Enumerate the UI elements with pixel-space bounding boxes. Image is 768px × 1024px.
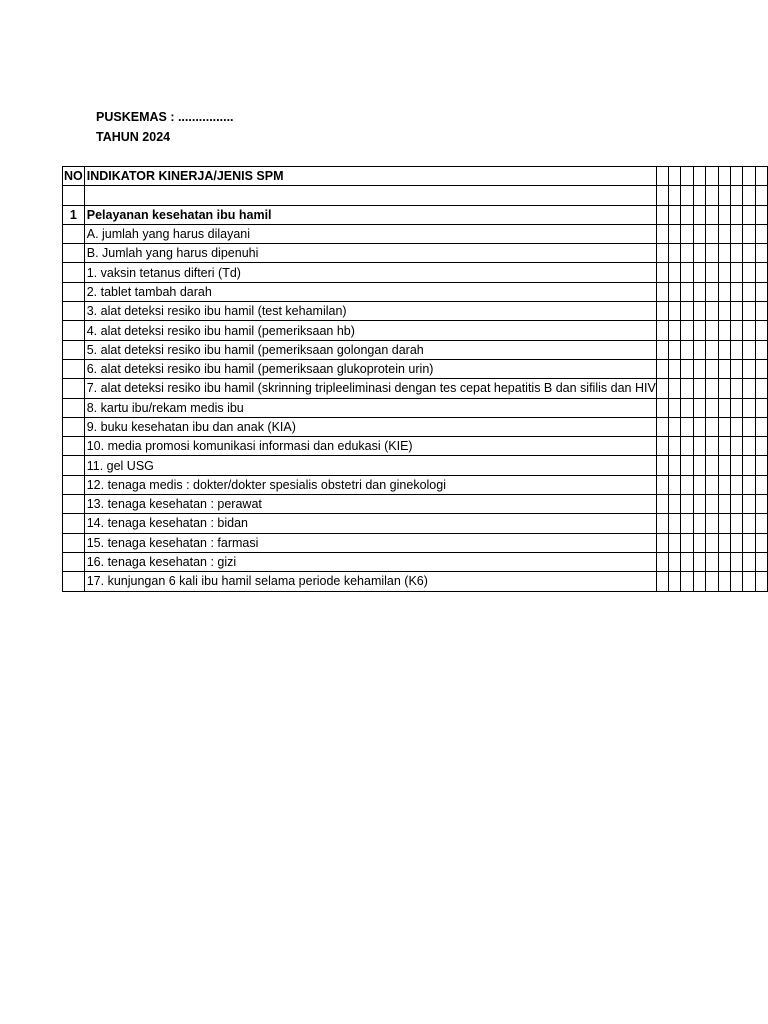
indicator-cell: 5. alat deteksi resiko ibu hamil (pemeriksaan golongan darah [84,340,656,359]
data-cell [706,224,718,243]
data-cell [706,244,718,263]
data-cell [755,456,767,475]
data-cell [718,437,730,456]
section-number: 1 [63,205,85,224]
data-cell [693,495,705,514]
data-cell [730,224,742,243]
data-cell [755,282,767,301]
data-cell [718,359,730,378]
data-cell [693,321,705,340]
data-cell [755,379,767,398]
table-row [63,340,768,359]
data-cell [681,379,693,398]
data-cell [718,340,730,359]
data-cell [63,552,85,571]
col-indikator-header: INDIKATOR KINERJA/JENIS SPM [84,167,656,186]
year-label: TAHUN 2024 [96,130,171,144]
data-cell [681,224,693,243]
data-cell [718,456,730,475]
data-cell [730,514,742,533]
data-cell [63,572,85,591]
table-row [63,321,768,340]
data-cell [706,302,718,321]
data-cell [730,417,742,436]
table-row [63,224,768,243]
data-cell [718,533,730,552]
data-cell [656,514,668,533]
data-cell [656,398,668,417]
spm-table [62,166,768,592]
data-cell [743,437,755,456]
data-cell [706,475,718,494]
table-header-row [63,167,768,186]
data-cell [669,437,681,456]
data-cell [755,437,767,456]
data-cell [743,379,755,398]
data-cell [755,244,767,263]
data-cell [755,572,767,591]
data-cell [743,514,755,533]
data-cell [743,224,755,243]
data-cell [669,244,681,263]
data-cell [669,398,681,417]
data-cell [743,263,755,282]
data-cell [63,475,85,494]
data-cell [63,340,85,359]
table-row [63,456,768,475]
data-cell [743,533,755,552]
data-cell [693,572,705,591]
data-cell [63,379,85,398]
data-cell [706,417,718,436]
data-cell [730,340,742,359]
data-cell [743,495,755,514]
data-cell [681,321,693,340]
table-row [63,475,768,494]
data-cell [706,398,718,417]
data-cell [681,340,693,359]
data-cell [755,340,767,359]
data-cell [63,398,85,417]
data-cell [718,282,730,301]
data-cell [706,321,718,340]
data-cell [706,359,718,378]
data-cell [718,224,730,243]
data-cell [669,379,681,398]
data-cell [669,340,681,359]
data-cell [743,282,755,301]
data-cell [669,572,681,591]
data-cell [718,417,730,436]
data-cell [755,302,767,321]
data-cell [693,244,705,263]
data-cell [755,552,767,571]
data-cell [656,244,668,263]
table-row [63,552,768,571]
data-cell [706,379,718,398]
data-cell [656,340,668,359]
data-cell [681,398,693,417]
indicator-cell: 1. vaksin tetanus difteri (Td) [84,263,656,282]
data-cell [755,514,767,533]
data-cell [755,475,767,494]
data-cell [681,552,693,571]
data-cell [755,398,767,417]
table-row [63,302,768,321]
data-cell [706,533,718,552]
data-cell [755,533,767,552]
section-title: Pelayanan kesehatan ibu hamil [84,205,656,224]
data-cell [693,552,705,571]
data-cell [718,475,730,494]
data-cell [693,398,705,417]
data-cell [693,417,705,436]
indicator-cell: 17. kunjungan 6 kali ibu hamil selama periode kehamilan (K6) [84,572,656,591]
data-cell [669,263,681,282]
data-cell [63,417,85,436]
data-cell [656,437,668,456]
table-row [63,437,768,456]
data-cell [730,359,742,378]
data-cell [755,224,767,243]
data-cell [681,514,693,533]
indicator-cell: 2. tablet tambah darah [84,282,656,301]
puskesmas-label: PUSKEMAS : ................ [96,110,234,124]
data-cell [730,456,742,475]
indicator-cell: 3. alat deteksi resiko ibu hamil (test kehamilan) [84,302,656,321]
data-cell [681,417,693,436]
data-cell [669,456,681,475]
table-row [63,359,768,378]
data-cell [63,282,85,301]
indicator-cell: 11. gel USG [84,456,656,475]
data-cell [669,514,681,533]
data-cell [681,244,693,263]
indicator-cell: 6. alat deteksi resiko ibu hamil (pemeriksaan glukoprotein urin) [84,359,656,378]
data-cell [755,417,767,436]
data-cell [730,552,742,571]
data-cell [656,417,668,436]
indicator-cell: 13. tenaga kesehatan : perawat [84,495,656,514]
data-cell [706,456,718,475]
data-cell [730,302,742,321]
data-cell [706,514,718,533]
data-cell [718,514,730,533]
data-cell [755,263,767,282]
indicator-cell: 12. tenaga medis : dokter/dokter spesialis obstetri dan ginekologi [84,475,656,494]
data-cell [730,379,742,398]
data-cell [669,359,681,378]
data-cell [656,321,668,340]
indicator-cell: 16. tenaga kesehatan : gizi [84,552,656,571]
indicator-cell: A. jumlah yang harus dilayani [84,224,656,243]
data-cell [730,572,742,591]
table-row [63,244,768,263]
data-cell [681,263,693,282]
data-cell [743,398,755,417]
data-cell [656,359,668,378]
data-cell [656,552,668,571]
data-cell [706,552,718,571]
data-cell [63,495,85,514]
data-cell [693,437,705,456]
data-cell [743,244,755,263]
data-cell [743,456,755,475]
data-cell [743,552,755,571]
table-row [63,533,768,552]
data-cell [63,359,85,378]
data-cell [718,263,730,282]
data-cell [63,263,85,282]
data-cell [656,379,668,398]
data-cell [743,572,755,591]
data-cell [656,263,668,282]
data-cell [730,321,742,340]
data-cell [681,475,693,494]
data-cell [755,321,767,340]
data-cell [656,495,668,514]
data-cell [669,495,681,514]
data-cell [730,475,742,494]
col-no-header: NO [63,167,85,186]
data-cell [63,437,85,456]
data-cell [693,224,705,243]
data-cell [730,437,742,456]
data-cell [669,302,681,321]
data-cell [681,495,693,514]
data-cell [755,495,767,514]
data-cell [681,282,693,301]
indicator-cell: 10. media promosi komunikasi informasi dan edukasi (KIE) [84,437,656,456]
data-cell [718,552,730,571]
indicator-cell: 9. buku kesehatan ibu dan anak (KIA) [84,417,656,436]
data-cell [706,282,718,301]
data-cell [669,533,681,552]
data-cell [743,475,755,494]
data-cell [718,495,730,514]
table-row [63,495,768,514]
data-cell [706,437,718,456]
data-cell [669,552,681,571]
data-cell [743,302,755,321]
data-cell [63,244,85,263]
data-cell [743,321,755,340]
data-cell [743,359,755,378]
data-cell [681,456,693,475]
data-cell [693,263,705,282]
data-cell [706,495,718,514]
data-cell [718,572,730,591]
data-cell [743,340,755,359]
data-cell [656,475,668,494]
table-row [63,572,768,591]
indicator-cell: 8. kartu ibu/rekam medis ibu [84,398,656,417]
data-cell [718,379,730,398]
data-cell [730,263,742,282]
data-cell [63,514,85,533]
indicator-cell: 15. tenaga kesehatan : farmasi [84,533,656,552]
data-cell [656,302,668,321]
data-cell [718,302,730,321]
data-cell [669,475,681,494]
section-row [63,205,768,224]
data-cell [63,456,85,475]
indicator-cell: 4. alat deteksi resiko ibu hamil (pemeriksaan hb) [84,321,656,340]
table-row [63,514,768,533]
data-cell [730,398,742,417]
data-cell [681,437,693,456]
data-cell [693,475,705,494]
data-cell [718,398,730,417]
data-cell [656,224,668,243]
data-cell [693,282,705,301]
table-row [63,398,768,417]
data-cell [706,340,718,359]
data-cell [681,533,693,552]
data-cell [681,572,693,591]
data-cell [63,302,85,321]
table-row [63,263,768,282]
data-cell [656,572,668,591]
data-cell [669,224,681,243]
data-cell [730,533,742,552]
data-cell [669,417,681,436]
data-cell [669,282,681,301]
data-cell [693,379,705,398]
data-cell [693,302,705,321]
data-cell [656,533,668,552]
data-cell [730,282,742,301]
indicator-cell: B. Jumlah yang harus dipenuhi [84,244,656,263]
table-row [63,379,768,398]
data-cell [730,495,742,514]
data-cell [656,456,668,475]
indicator-cell: 7. alat deteksi resiko ibu hamil (skrinning tripleeliminasi dengan tes cepat hepatitis B dan sifilis dan HIV [84,379,656,398]
data-cell [693,359,705,378]
data-cell [656,282,668,301]
data-cell [63,224,85,243]
data-cell [693,533,705,552]
data-cell [63,533,85,552]
data-cell [706,572,718,591]
data-cell [693,514,705,533]
data-cell [63,321,85,340]
data-cell [681,359,693,378]
empty-row [63,186,768,205]
data-cell [718,244,730,263]
data-cell [743,417,755,436]
indicator-cell: 14. tenaga kesehatan : bidan [84,514,656,533]
data-cell [681,302,693,321]
table-row [63,417,768,436]
data-cell [755,359,767,378]
data-cell [669,321,681,340]
data-cell [730,244,742,263]
data-cell [706,263,718,282]
data-cell [718,321,730,340]
table-row [63,282,768,301]
data-cell [693,340,705,359]
data-cell [693,456,705,475]
